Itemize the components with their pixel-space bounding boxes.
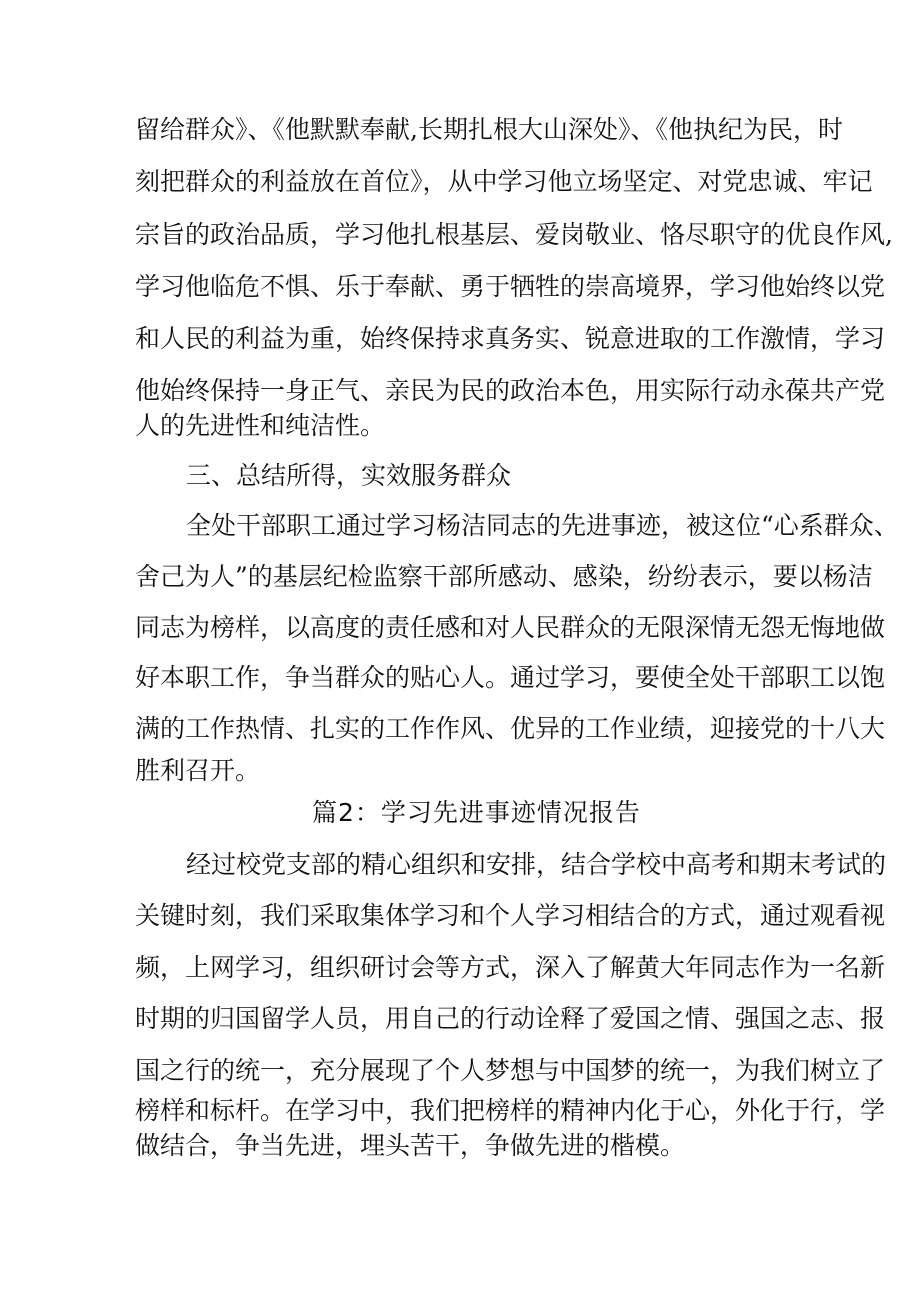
body-line: 榜样和标杆。在学习中，我们把榜样的精神内化于心，外化于行，学	[135, 1096, 886, 1125]
body-line: 频，上网学习，组织研讨会等方式，深入了解黄大年同志作为一名新	[135, 953, 886, 982]
body-line: 关键时刻，我们采取集体学习和个人学习相结合的方式，通过观看视	[135, 901, 886, 930]
body-line: 时期的归国留学人员，用自己的行动诠释了爱国之情、强国之志、报	[135, 1004, 886, 1033]
body-line: 刻把群众的利益放在首位》，从中学习他立场坚定、对党忠诚、牢记	[135, 167, 873, 196]
body-line: 人的先进性和纯洁性。	[135, 411, 386, 440]
body-line: 学习他临危不惧、乐于奉献、勇于牺牲的崇高境界，学习他始终以党	[135, 272, 886, 301]
body-line: 满的工作热情、扎实的工作作风、优异的工作业绩，迎接党的十八大	[135, 714, 886, 743]
body-line: 胜利召开。	[135, 756, 261, 785]
article-title: 篇2：学习先进事迹情况报告	[312, 798, 641, 827]
body-line: 好本职工作，争当群众的贴心人。通过学习，要使全处干部职工以饱	[135, 663, 886, 692]
body-line: 舍己为人”的基层纪检监察干部所感动、感染，纷纷表示，要以杨洁	[135, 562, 873, 591]
body-line: 同志为榜样，以高度的责任感和对人民群众的无限深情无怨无悔地做	[135, 613, 886, 642]
body-line: 做结合，争当先进，埋头苦干，争做先进的楷模。	[135, 1131, 686, 1160]
body-line: 宗旨的政治品质，学习他扎根基层、爱岗敬业、恪尽职守的优良作风,	[135, 220, 893, 249]
section-heading: 三、总结所得，实效服务群众	[186, 461, 512, 490]
body-line: 经过校党支部的精心组织和安排，结合学校中高考和期末考试的	[186, 850, 887, 879]
body-line: 和人民的利益为重，始终保持求真务实、锐意进取的工作激情，学习	[135, 324, 886, 353]
body-line: 他始终保持一身正气、亲民为民的政治本色，用实际行动永葆共产党	[135, 376, 886, 405]
body-line: 国之行的统一，充分展现了个人梦想与中国梦的统一，为我们树立了	[135, 1056, 886, 1085]
body-line: 全处干部职工通过学习杨洁同志的先进事迹，被这位“心系群众、	[186, 511, 899, 540]
body-line: 留给群众》、《他默默奉献,长期扎根大山深处》、《他执纪为民，时	[135, 115, 843, 144]
